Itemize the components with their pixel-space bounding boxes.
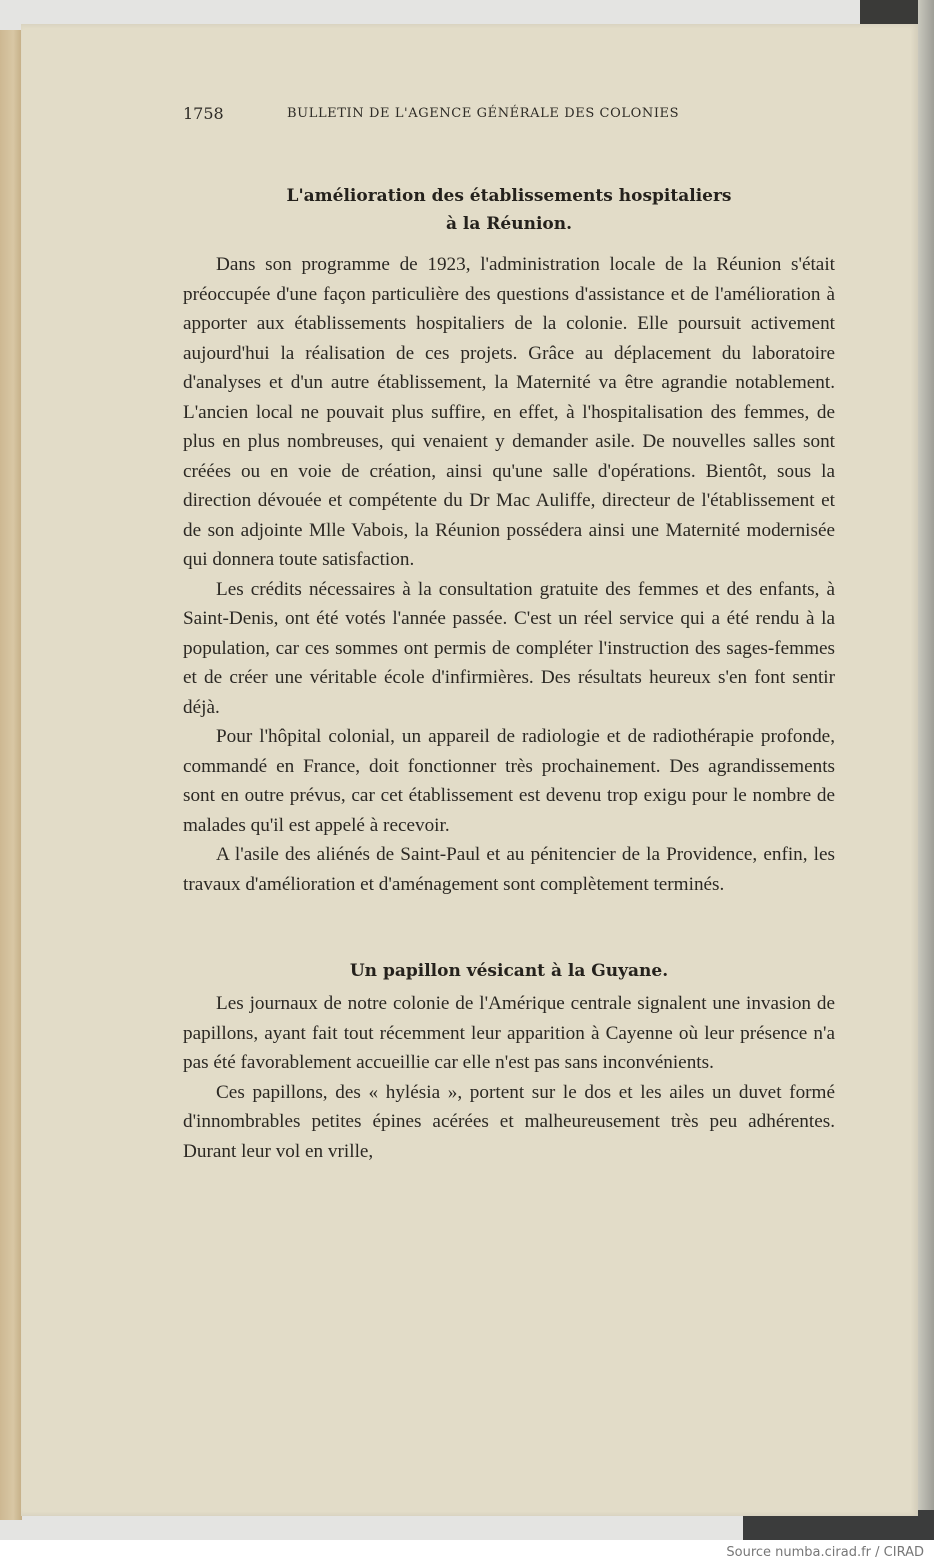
article-title: Un papillon vésicant à la Guyane. — [349, 961, 669, 981]
book-page-edges — [0, 30, 22, 1520]
source-caption: Source numba.cirad.fr / CIRAD — [726, 1545, 924, 1560]
article-butterfly-guyane — [183, 957, 835, 1166]
paragraph: A l'asile des aliénés de Saint-Paul et au pénitencier de la Providence, enfin, les travaux d'amélioration et d'aménagement sont complètement terminés. — [183, 844, 835, 895]
paragraph: Les crédits nécessaires à la consultation gratuite des femmes et des enfants, à Saint-Denis, ont été votés l'année passée. C'est un réel service qui a été rendu à la population, car ces sommes ont permis de compléter l'instruction des sages-femmes et de créer une véritable école d'infirmières. Des résultats heureux s'en font sentir déjà. — [183, 578, 835, 718]
article-title-line1: L'amélioration des établissements hospitaliers — [286, 186, 732, 206]
article-hospitals-reunion — [183, 182, 835, 899]
page-body — [183, 182, 835, 1166]
running-header — [183, 104, 723, 126]
article-title-line2: à la Réunion. — [445, 214, 573, 234]
page-number: 1758 — [183, 104, 224, 123]
paragraph: Ces papillons, des « hylésia », portent sur le dos et les ailes un duvet formé d'innombrables petites épines acérées et malheureusement très peu adhérentes. Durant leur vol en vrille, — [183, 1081, 835, 1162]
paragraph: Pour l'hôpital colonial, un appareil de radiologie et de radiothérapie profonde, commandé en France, doit fonctionner très prochainement. Des agrandissements sont en outre prévus, car cet établissement est devenu trop exigu pour le nombre de malades qu'il est appelé à recevoir. — [183, 726, 835, 836]
paragraph: Les journaux de notre colonie de l'Amérique centrale signalent une invasion de papillons, ayant fait tout récemment leur apparition à Cayenne où leur présence n'a pas été favorablement accueillie car elle n'est pas sans inconvénients. — [183, 993, 835, 1073]
journal-title: BULLETIN DE L'AGENCE GÉNÉRALE DES COLONIES — [287, 106, 680, 121]
article-title — [183, 182, 835, 238]
scanner-bed-right — [918, 0, 934, 1540]
paragraph: Dans son programme de 1923, l'administration locale de la Réunion s'était préoccupée d'une façon particulière des questions d'assistance et de l'amélioration à apporter aux établissements hospitaliers de la colonie. Elle poursuit activement aujourd'hui la réalisation de ces projets. Grâce au déplacement du laboratoire d'analyses et d'un autre établissement, la Maternité va être agrandie notablement. L'ancien local ne pouvait plus suffire, en effet, à l'hospitalisation des femmes, de plus en plus nombreuses, qui venaient y demander asile. De nouvelles salles sont créées ou en voie de création, ainsi qu'une salle d'opérations. Bientôt, sous la direction dévouée et compétente du Dr Mac Auliffe, directeur de l'établissement et de son adjointe Mlle Vabois, la Réunion possédera ainsi une Maternité modernisée qui donnera toute satisfaction. — [183, 254, 835, 570]
